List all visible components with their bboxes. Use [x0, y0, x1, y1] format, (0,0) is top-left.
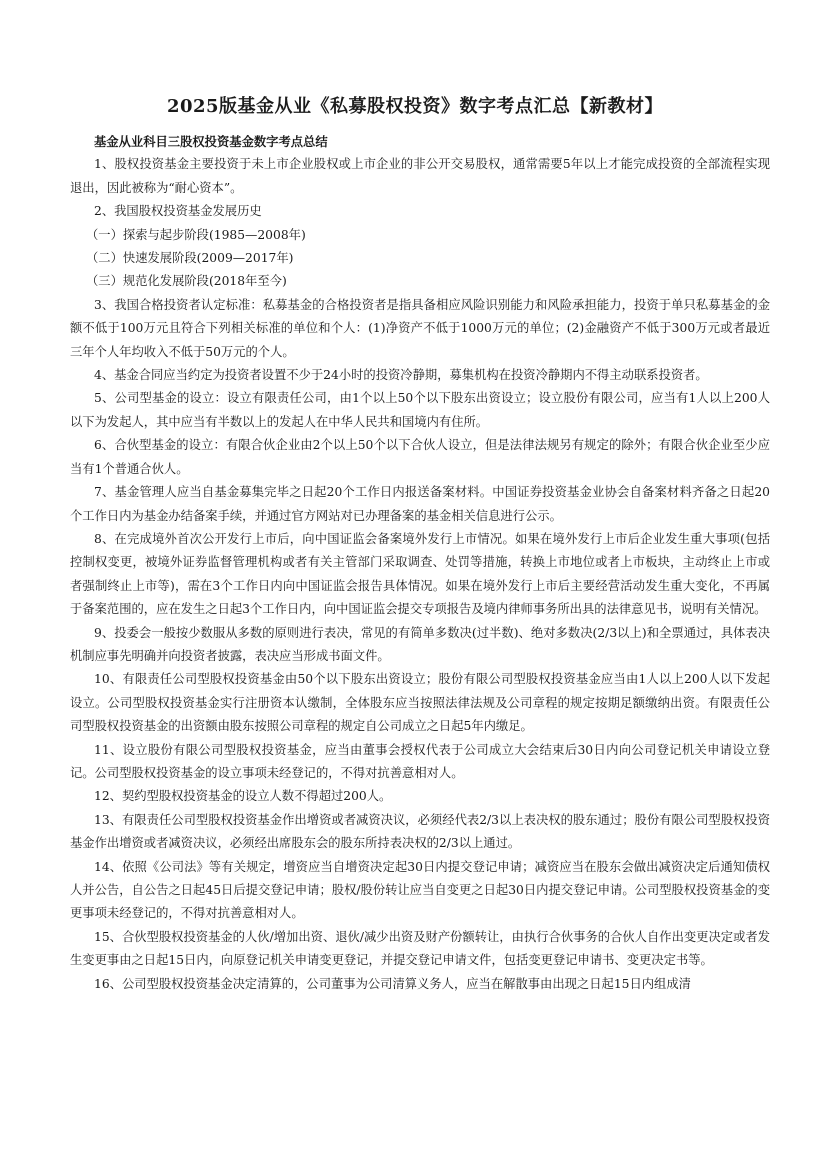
paragraph-3: 3、我国合格投资者认定标准：私募基金的合格投资者是指具备相应风险识别能力和风险承担能力，投资于单只私募基金的金额不低于100万元且符合下列相关标准的单位和个人：(1)净资产不低于1000万元的单位；(2)金融资产不低于300万元或者最近三年个人年均收入不低于50万元的个人。 [70, 297, 770, 359]
paragraph-6: 6、合伙型基金的设立：有限合伙企业由2个以上50个以下合伙人设立，但是法律法规另有规定的除外；有限合伙企业至少应当有1个普通合伙人。 [70, 438, 770, 476]
paragraph-4: 4、基金合同应当约定为投资者设置不少于24小时的投资冷静期，募集机构在投资冷静期内不得主动联系投资者。 [94, 368, 708, 383]
document-title: 2025版基金从业《私募股权投资》数字考点汇总【新教材】 [166, 96, 664, 117]
history-stage-1: （一）探索与起步阶段(1985—2008年) [86, 227, 306, 242]
paragraph-16: 16、公司型股权投资基金决定清算的，公司董事为公司清算义务人，应当在解散事由出现之日起15日内组成清 [94, 976, 691, 991]
paragraph-5: 5、公司型基金的设立：设立有限责任公司，由1个以上50个以下股东出资设立；设立股份有限公司，应当有1人以上200人以下为发起人，其中应当有半数以上的发起人在中华人民共和国境内有住所。 [70, 391, 770, 429]
document-body [70, 130, 770, 996]
history-stage-2: （二）快速发展阶段(2009—2017年) [86, 251, 294, 266]
paragraph-8: 8、在完成境外首次公开发行上市后，向中国证监会备案境外发行上市情况。如果在境外发行上市后企业发生重大事项(包括控制权变更，被境外证券监督管理机构或者有关主管部门采取调查、处罚等措施，转换上市地位或者上市板块，主动终止上市或者强制终止上市等)，需在3个工作日内向中国证监会报告具体情况。如果在境外发行上市后主要经营活动发生重大变化，不再属于备案范围的，应在发生之日起3个工作日内，向中国证监会提交专项报告及境内律师事务所出具的法律意见书，说明有关情况。 [70, 531, 770, 617]
paragraph-1: 1、股权投资基金主要投资于未上市企业股权或上市企业的非公开交易股权，通常需要5年以上才能完成投资的全部流程实现退出，因此被称为“耐心资本”。 [70, 157, 770, 195]
paragraph-10: 10、有限责任公司型股权投资基金由50个以下股东出资设立；股份有限公司型股权投资基金应当由1人以上200人以下发起设立。公司型股权投资基金实行注册资本认缴制，全体股东应当按照法律法规及公司章程的规定按期足额缴纳出资。有限责任公司型股权投资基金的出资额由股东按照公司章程的规定自公司成立之日起5年内缴足。 [70, 672, 770, 734]
paragraph-7: 7、基金管理人应当自基金募集完毕之日起20个工作日内报送备案材料。中国证券投资基金业协会自备案材料齐备之日起20个工作日内为基金办结备案手续，并通过官方网站对已办理备案的基金相关信息进行公示。 [70, 485, 770, 523]
paragraph-2: 2、我国股权投资基金发展历史 [94, 204, 262, 219]
paragraph-11: 11、设立股份有限公司型股权投资基金，应当由董事会授权代表于公司成立大会结束后30日内向公司登记机关申请设立登记。公司型股权投资基金的设立事项未经登记的，不得对抗善意相对人。 [70, 742, 770, 780]
paragraph-15: 15、合伙型股权投资基金的人伙/增加出资、退伙/减少出资及财产份额转让，由执行合伙事务的合伙人自作出变更决定或者发生变更事由之日起15日内，向原登记机关申请变更登记，并提交登记申请文件，包括变更登记申请书、变更决定书等。 [70, 929, 770, 968]
paragraph-14: 14、依照《公司法》等有关规定，增资应当自增资决定起30日内提交登记申请；减资应当在股东会做出减资决定后通知债权人并公告，自公告之日起45日后提交登记申请；股权/股份转让应当自变更之日起30日内提交登记申请。公司型股权投资基金的变更事项未经登记的，不得对抗善意相对人。 [70, 859, 770, 921]
paragraph-13: 13、有限责任公司型股权投资基金作出增资或者减资决议，必须经代表2/3以上表决权的股东通过；股份有限公司型股权投资基金作出增资或者减资决议，必须经出席股东会的股东所持表决权的2/3以上通过。 [70, 812, 770, 851]
section-subtitle: 基金从业科目三股权投资基金数字考点总结 [94, 134, 328, 149]
paragraph-12: 12、契约型股权投资基金的设立人数不得超过200人。 [94, 789, 392, 804]
history-stage-3: （三）规范化发展阶段(2018年至今) [86, 274, 287, 289]
paragraph-9: 9、投委会一般按少数服从多数的原则进行表决，常见的有简单多数决(过半数)、绝对多数决(2/3以上)和全票通过，具体表决机制应事先明确并向投资者披露，表决应当形成书面文件。 [70, 625, 770, 663]
